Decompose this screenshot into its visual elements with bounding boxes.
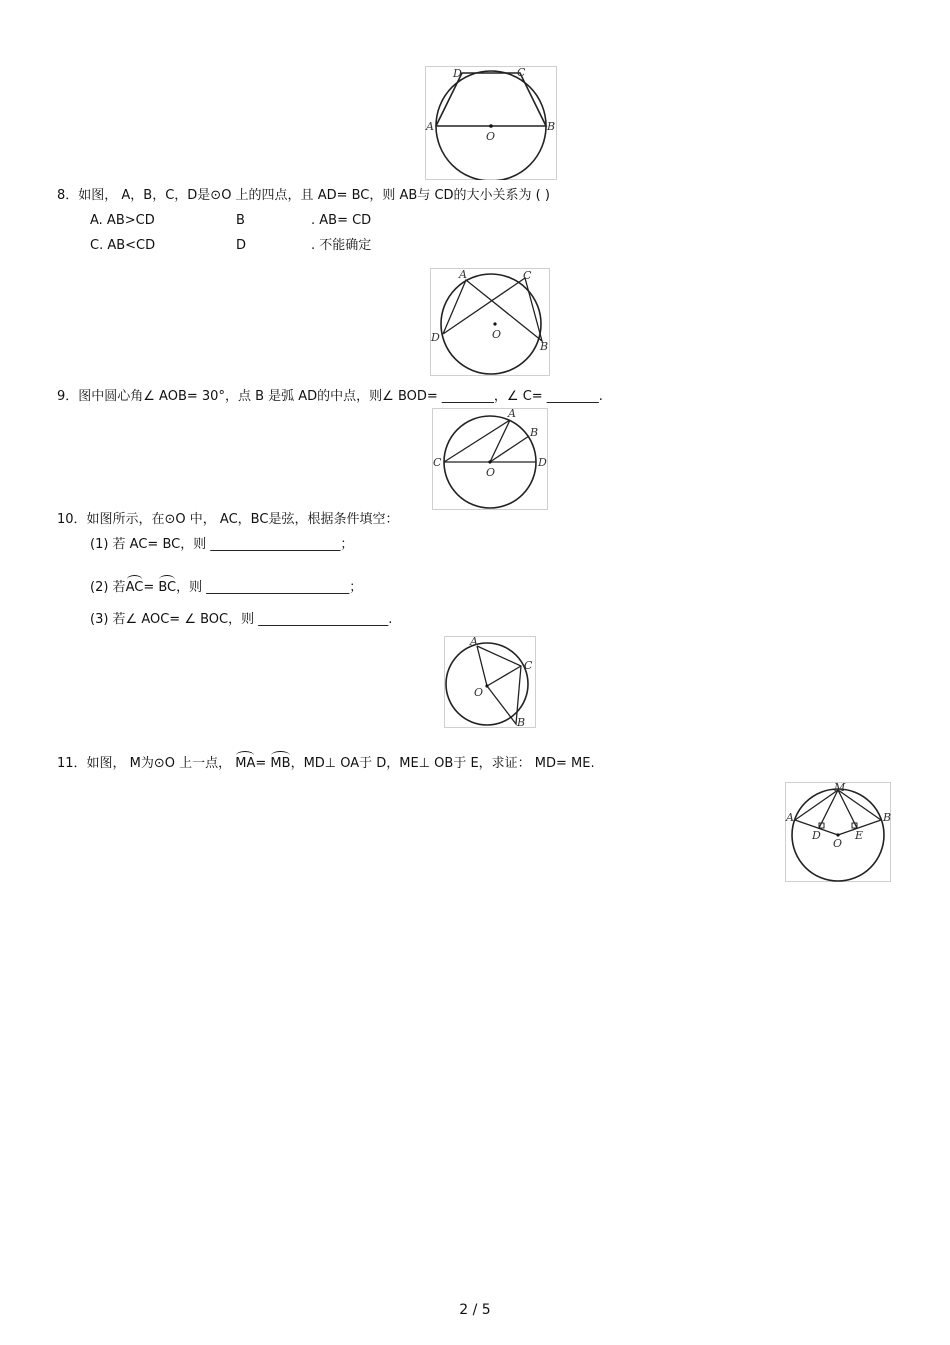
label-d: D [431, 331, 440, 344]
label-b: B [883, 811, 891, 824]
q11-equals: = [255, 756, 271, 771]
q8-option-a: A. AB>CD [90, 213, 155, 228]
label-d: D [453, 67, 462, 80]
label-o: O [486, 466, 496, 479]
label-e: E [855, 829, 864, 842]
label-c: C [524, 659, 533, 672]
q8-option-b-letter: B [236, 213, 245, 228]
q10-part-2-prefix: (2) 若 [90, 580, 126, 595]
page-number: 2 / 5 [459, 1302, 491, 1318]
label-c: C [517, 66, 526, 79]
label-a: A [470, 636, 478, 648]
label-o: O [474, 686, 484, 699]
q10-part-2 [90, 580, 362, 596]
label-d: D [812, 829, 821, 842]
question-9: 9．图中圆心角∠ AOB= 30°，点 B 是弧 AD的中点，则∠ BOD= ________，∠ C= ________. [57, 389, 603, 404]
label-c: C [433, 456, 442, 469]
question-8: 8．如图， A，B，C，D是⊙O 上的四点，且 AD= BC，则 AB与 CD的大小关系为 ( ) [57, 188, 550, 203]
q8-option-d-letter: D [236, 238, 247, 253]
label-b: B [530, 426, 539, 439]
label-c: C [523, 269, 532, 282]
q10-part-2-suffix: ，则 ______________________； [176, 580, 363, 595]
arc-ma: MA [235, 756, 256, 771]
label-a: A [508, 408, 516, 420]
q10-part-3: (3) 若∠ AOC= ∠ BOC，则 ____________________. [90, 612, 393, 627]
label-a: A [786, 811, 794, 824]
arc-bc: BC [158, 580, 177, 595]
label-a: A [459, 268, 467, 281]
label-m: M [834, 782, 846, 794]
q8-option-d: . 不能确定 [311, 238, 372, 253]
figure-q11 [785, 782, 891, 882]
label-d: D [538, 456, 547, 469]
question-10: 10．如图所示，在⊙O 中， AC，BC是弦，根据条件填空： [57, 512, 399, 527]
q10-part-1: (1) 若 AC= BC，则 ____________________； [90, 537, 354, 552]
q8-option-c: C. AB<CD [90, 238, 156, 253]
arc-ac: AC [125, 580, 144, 595]
label-a: A [426, 120, 434, 133]
label-o: O [492, 328, 502, 341]
q11-prefix: 11．如图， M为⊙O 上一点， [57, 756, 236, 771]
label-b: B [517, 716, 526, 728]
label-b: B [540, 340, 549, 353]
q8-option-b: . AB= CD [311, 213, 372, 228]
question-11 [57, 756, 595, 772]
figure-q10 [444, 636, 536, 728]
label-o: O [486, 130, 496, 143]
q11-suffix: ，MD⊥ OA于 D，ME⊥ OB于 E，求证： MD= ME. [290, 756, 595, 771]
label-o: O [833, 837, 843, 850]
label-b: B [547, 120, 556, 133]
figure-q8 [430, 268, 550, 376]
arc-mb: MB [270, 756, 291, 771]
q10-part-2-equals: = [143, 580, 159, 595]
figure-q9 [432, 408, 548, 510]
figure-trapezoid-in-circle [425, 66, 557, 180]
